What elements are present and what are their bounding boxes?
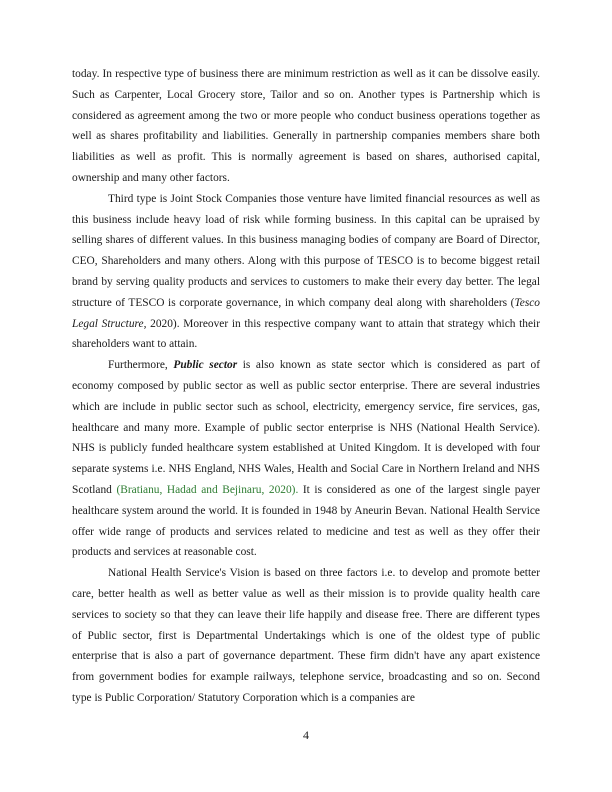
document-page	[72, 64, 540, 709]
page-number: 4	[303, 728, 309, 742]
paragraph-business-types: today. In respective type of business there are minimum restriction as well as it can be dissolve easily. Such as Carpenter, Local Grocery store, Tailor and so on. Another types is Partnership which is considered as agreement among the two or more people who conduct business operations together as well as shares profitability and liabilities. Generally in partnership companies members share both liabilities as well as profit. This is normally agreement is based on shares, authorised capital, ownership and many other factors.	[72, 68, 540, 184]
term-public-sector: Public sector	[173, 359, 238, 372]
paragraph-text: is also known as state sector which is considered as part of economy composed by public sector as well as public sector enterprise. There are several industries which are include in public sector such as school, electricity, emergency service, fire services, gas, healthcare and many more. Example of public sector enterprise is NHS (National Health Service). NHS is publicly funded healthcare system established at United Kingdom. It is developed with four separate systems i.e. NHS England, NHS Wales, Health and Social Care in Northern Ireland and NHS Scotland	[72, 359, 540, 496]
citation-title: Tesco Legal Structure,	[72, 296, 540, 330]
paragraph-text: 2020). Moreover in this respective company want to attain that strategy which their shareholders want to attain.	[72, 317, 540, 351]
citation-link[interactable]: (Bratianu, Hadad and Bejinaru, 2020).	[116, 483, 299, 496]
paragraph-joint-stock	[72, 189, 540, 355]
paragraph-nhs-vision: National Health Service's Vision is based on three factors i.e. to develop and promote better care, better health as well as better value as well as their mission is to provide quality health care services to society so that they can leave their life happily and disease free. There are different types of Public sector, first is Departmental Undertakings which is one of the oldest type of public enterprise that is also a part of governance department. These firm didn't have any apart existence from government bodies for example railways, telephone service, broadcasting and so on. Second type is Public Corporation/ Statutory Corporation which is a companies are	[72, 567, 540, 704]
paragraph-text: Furthermore,	[108, 359, 174, 372]
paragraph-text: Third type is Joint Stock Companies those venture have limited financial resources as well as this business include heavy load of risk while forming business. In this capital can be upraised by selling shares of different values. In this business managing bodies of company are Board of Director, CEO, Shareholders and many others. Along with this purpose of TESCO is to become biggest retail brand by serving quality products and services to customers to make their every day better. The legal structure of TESCO is corporate governance, in which company deal along with shareholders (	[72, 192, 540, 309]
paragraph-public-sector	[72, 355, 540, 563]
paragraph-text: It is considered as one of the largest single payer healthcare system around the world. It is founded in 1948 by Aneurin Bevan. National Health Service offer wide range of products and services related to medicine and test as well as they offer their products and services at reasonable cost.	[72, 483, 541, 559]
